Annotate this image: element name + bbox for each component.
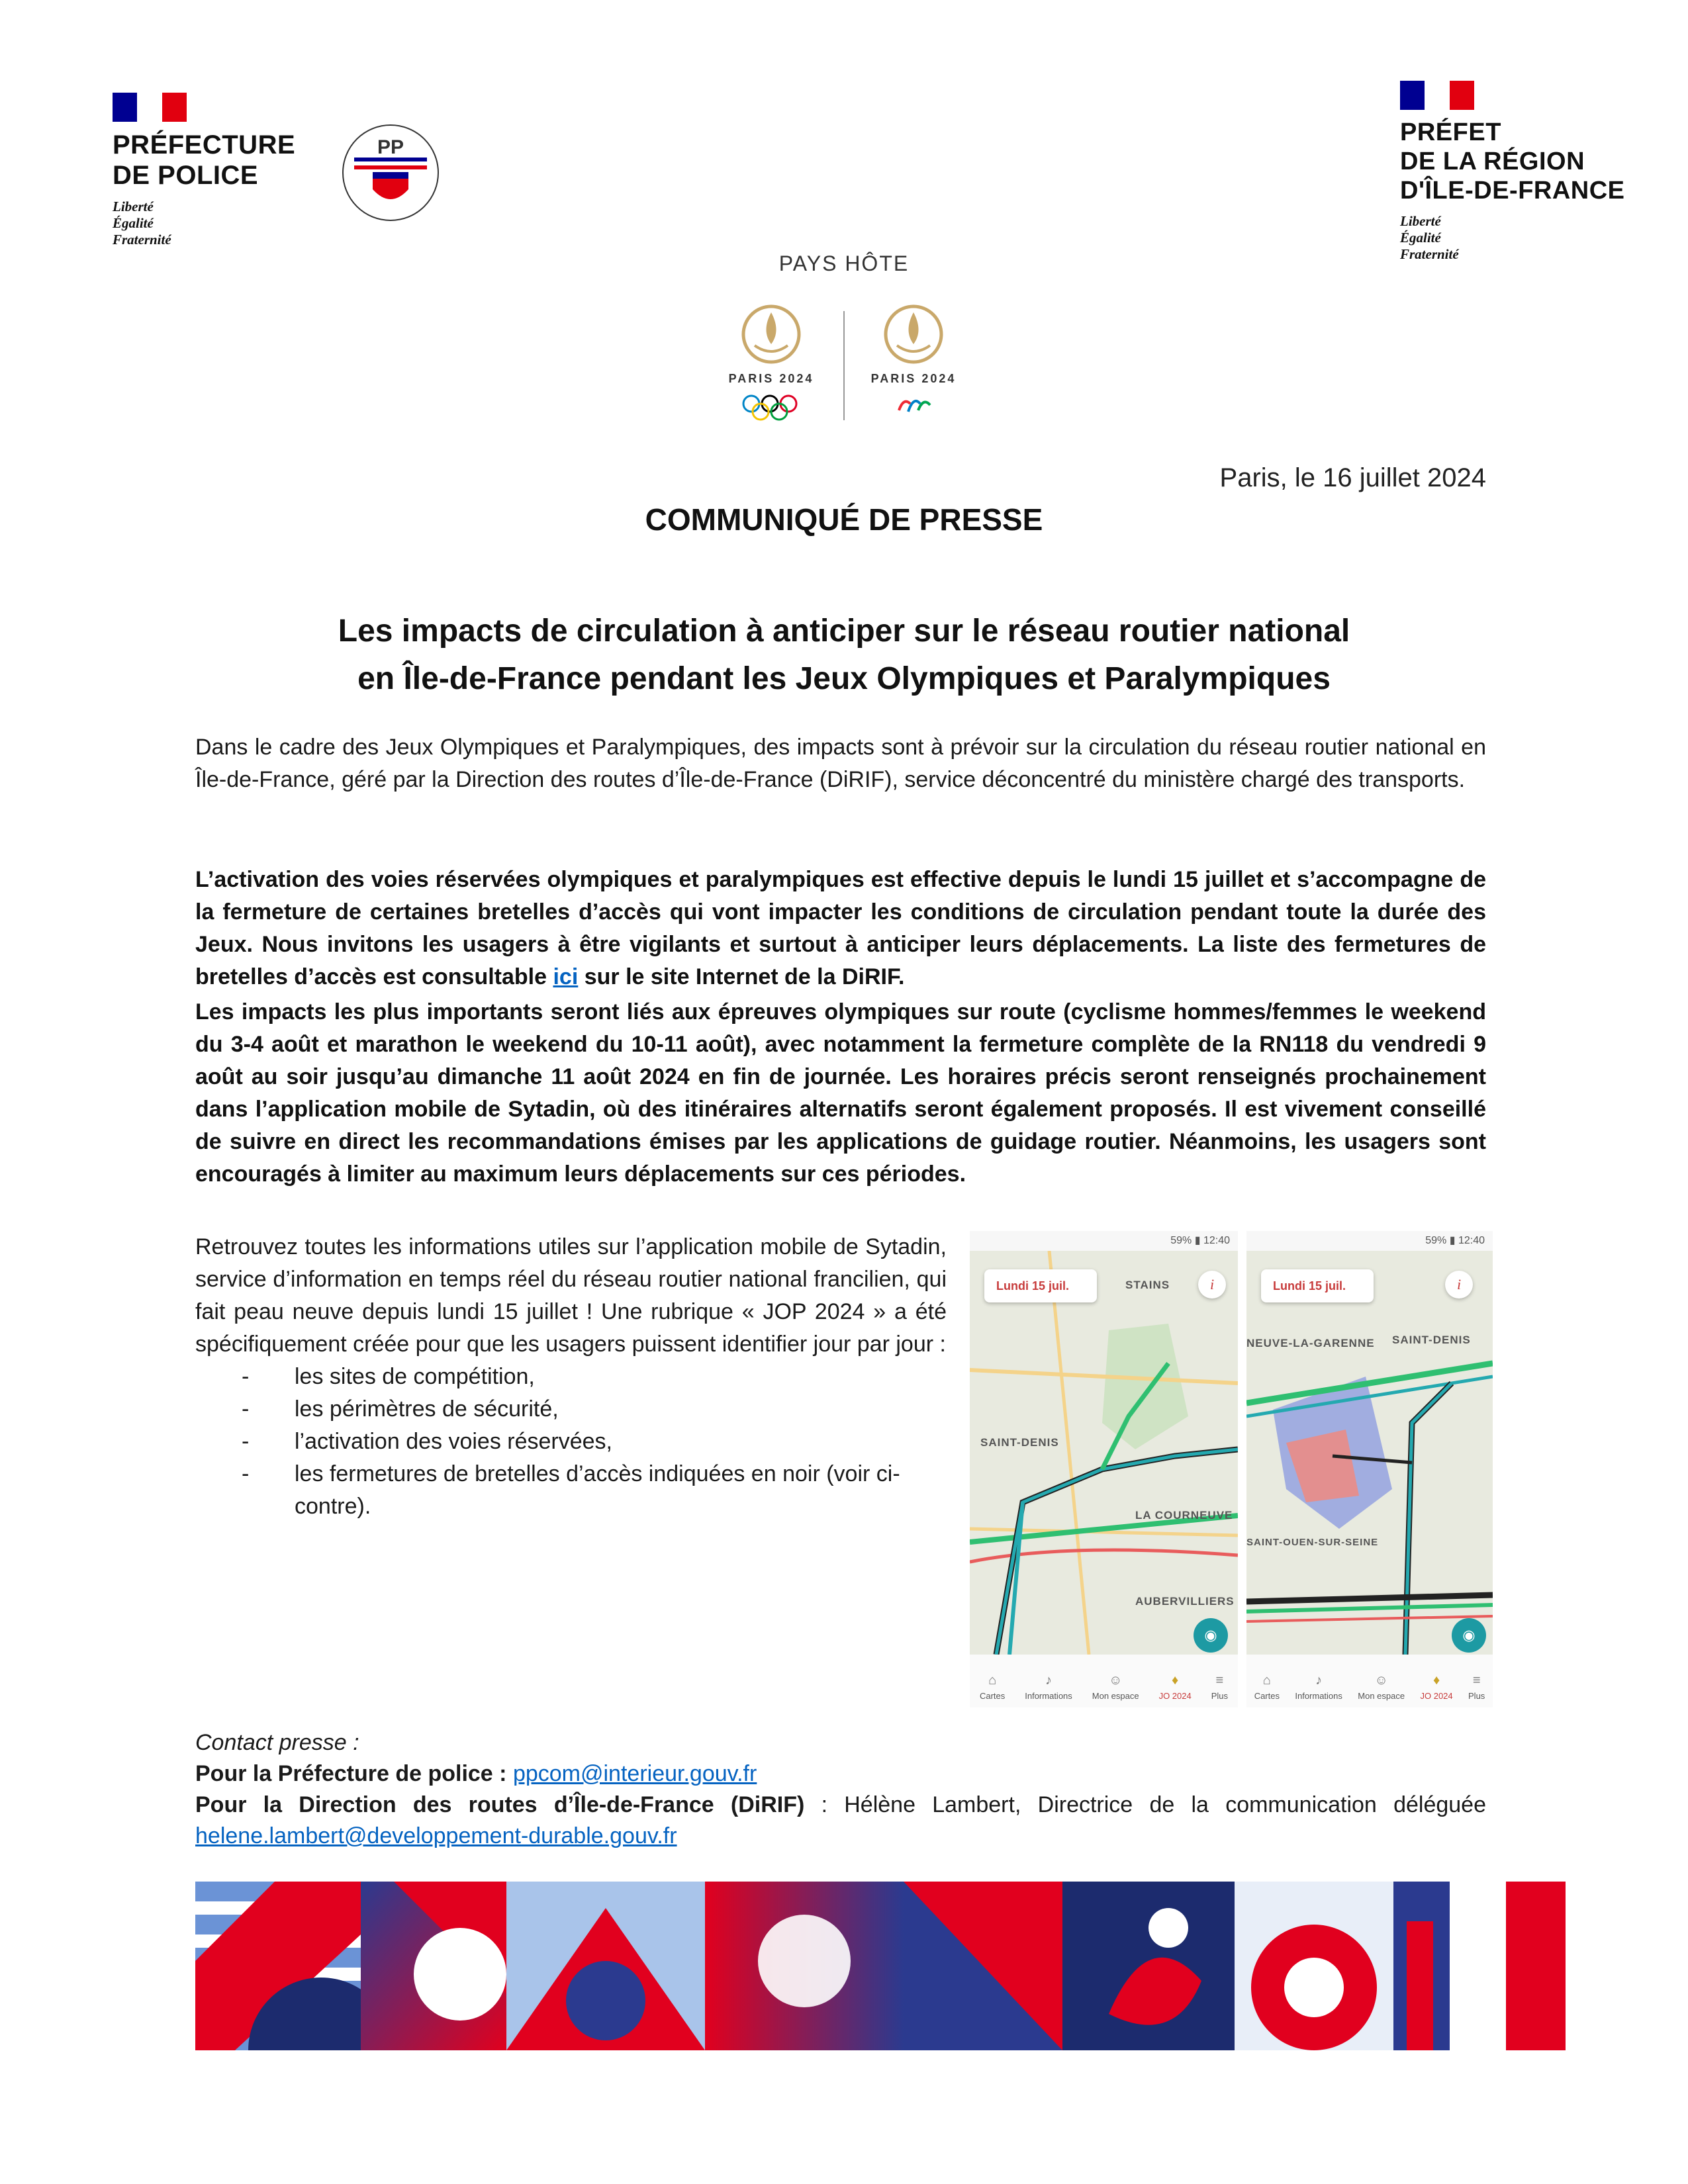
reserved-lanes-paragraph: L’activation des voies réservées olympiques et paralympiques est effective depuis le lundi 15 juillet et s’accompagne de la fermeture de certaines bretelles d’accès qui vont impacter les conditions de circulation pendant toute la durée des Jeux. Nous invitons les usagers à être vigilants et surtout à anticiper leurs déplacements. La liste des fermetures de bretelles d’accès est consultable ici sur le site Internet de la DiRIF. [195,867,1486,989]
date-line: Paris, le 16 juillet 2024 [1219,463,1486,492]
date-selector-chip[interactable]: Lundi 15 juil. [984,1269,1097,1302]
user-icon: ☺ [1374,1673,1388,1688]
list-item: - les sites de compétition, [242,1364,535,1389]
tab-plus[interactable]: ≡ Plus [1468,1673,1485,1701]
map-label-saint-denis: SAINT-DENIS [1392,1334,1471,1346]
paris-2024-olympic-paralympic-logo [702,304,986,424]
contact-pp: Pour la Préfecture de police : ppcom@interieur.gouv.fr [195,1761,757,1786]
republic-motto: Liberté Égalité Fraternité [113,199,171,248]
road-events-paragraph: Les impacts les plus importants seront liés aux épreuves olympiques sur route (cyclisme hommes/femmes le weekend du 3-4 août et marathon le weekend du 10-11 août), avec notamment la fermeture complète de la RN118 du vendredi 9 août au soir jusqu’au dimanche 11 août 2024 en fin de journée. Les horaires précis seront renseignés prochainement dans l’application mobile de Sytadin, où des itinéraires alternatifs seront également proposés. Il est vivement conseillé de suivre en direct les recommandations émises par les applications de guidage routier. Néanmoins, les usagers sont encouragés à limiter au maximum leurs déplacements sur ces périodes. [195,999,1486,1187]
marianne-flag-icon [1400,81,1474,110]
press-release-heading: COMMUNIQUÉ DE PRESSE [645,502,1043,537]
phone-status-bar: 59% ▮ 12:40 [970,1231,1238,1251]
tab-cartes[interactable]: ⌂ Cartes [979,1673,1006,1701]
traffic-map [1246,1251,1493,1655]
olympic-label: PARIS 2024 [728,372,814,385]
menu-icon: ≡ [1472,1673,1481,1688]
map-pin-icon: ⌂ [1262,1673,1271,1688]
olympic-emblem-icon [743,306,799,362]
dirif-list-link[interactable]: ici [553,964,579,989]
institution-name: PRÉFET DE LA RÉGION D'ÎLE-DE-FRANCE [1400,118,1625,205]
main-title: Les impacts de circulation à anticiper sur le réseau routier national en Île-de-France pendant les Jeux Olympiques et Paralympiques [338,614,1350,696]
contact-dirif: Pour la Direction des routes d’Île-de-France (DiRIF) : Hélène Lambert, Directrice de la communication déléguée [195,1792,1486,1817]
map-pin-icon: ⌂ [988,1673,997,1688]
marianne-flag-icon [113,93,187,122]
jop-features-list [195,1361,947,1523]
eye-icon[interactable]: ◉ [1194,1618,1228,1653]
map-label-stains: STAINS [1125,1279,1170,1291]
contact-heading: Contact presse : [195,1730,359,1755]
paralympic-label: PARIS 2024 [870,372,957,385]
eye-icon[interactable]: ◉ [1452,1618,1486,1653]
tab-cartes[interactable]: ⌂ Cartes [1254,1673,1280,1701]
traffic-map [970,1251,1238,1655]
tab-mon-espace[interactable]: ☺ Mon espace [1358,1673,1405,1701]
sytadin-screenshot-1 [970,1231,1238,1707]
agitos-icon [899,401,930,412]
map-roads [1246,1251,1493,1655]
prefecture-police-badge-icon [341,123,440,222]
institution-name: PRÉFECTURE DE POLICE [113,130,296,190]
list-item: - les périmètres de sécurité, [242,1396,559,1422]
map-label-la-courneuve: LA COURNEUVE [1135,1509,1233,1522]
user-icon: ☺ [1108,1673,1123,1688]
tab-informations[interactable]: ♪ Informations [1025,1673,1072,1701]
sytadin-app-paragraph: Retrouvez toutes les informations utiles sur l’application mobile de Sytadin, service d’information en temps réel du réseau routier national francilien, qui fait peau neuve depuis lundi 15 juillet ! Une rubrique « JOP 2024 » a été spécifiquement créée pour que les usagers puissent identifier jour par jour : - les sites de compétition, - les périmètres de sécurité, - l’activation des voies réservées, - les fermetures de bretelles d’accès indiquées en noir (voir ci-contre). [195,1231,947,1523]
prefet-region-logo [1400,81,1625,262]
flame-icon: ♦ [1172,1673,1179,1688]
tab-jo-2024[interactable]: ♦ JO 2024 [1158,1673,1192,1701]
tab-jo-2024[interactable]: ♦ JO 2024 [1420,1673,1453,1701]
flame-icon: ♦ [1432,1673,1440,1688]
host-country-label: PAYS HÔTE [778,251,910,275]
date-selector-chip[interactable]: Lundi 15 juil. [1261,1269,1374,1302]
bottom-tab-bar [1246,1655,1493,1707]
bell-icon: ♪ [1045,1673,1053,1688]
map-roads [970,1251,1238,1655]
tab-informations[interactable]: ♪ Informations [1295,1673,1342,1701]
intro-paragraph: Dans le cadre des Jeux Olympiques et Paralympiques, des impacts sont à prévoir sur la circulation du réseau routier national en Île-de-France, géré par la Direction des routes d’Île-de-France (DiRIF), service déconcentré du ministère chargé des transports. [195,735,1486,792]
paris-2024-decorative-banner [195,1882,1566,2050]
press-contact [195,1727,1486,1852]
dirif-email-link[interactable]: helene.lambert@developpement-durable.gouv.fr [195,1823,677,1848]
map-label-villeneuve: NEUVE-LA-GARENNE [1246,1337,1375,1349]
menu-icon: ≡ [1215,1673,1224,1688]
republic-motto: Liberté Égalité Fraternité [1400,213,1459,262]
bottom-tab-bar [970,1655,1238,1707]
tab-mon-espace[interactable]: ☺ Mon espace [1092,1673,1139,1701]
paralympic-emblem-icon [886,306,941,362]
info-icon[interactable]: i [1198,1271,1226,1298]
map-label-saint-denis: SAINT-DENIS [980,1436,1059,1449]
info-icon[interactable]: i [1445,1271,1473,1298]
pp-email-link[interactable]: ppcom@interieur.gouv.fr [512,1761,757,1786]
olympic-rings-icon [743,396,796,420]
contact-dirif-email [195,1821,1486,1852]
map-label-saint-ouen: SAINT-OUEN-SUR-SEINE [1246,1537,1379,1548]
bell-icon: ♪ [1315,1673,1323,1688]
list-item: - les fermetures de bretelles d’accès indiquées en noir (voir ci-contre). [242,1461,900,1519]
tab-plus[interactable]: ≡ Plus [1211,1673,1228,1701]
prefecture-police-logo [113,93,311,251]
sytadin-screenshot-2 [1246,1231,1493,1707]
map-label-aubervilliers: AUBERVILLIERS [1135,1595,1235,1608]
badge-initials: PP [377,136,404,158]
phone-status-bar: 59% ▮ 12:40 [1246,1231,1493,1251]
list-item: - l’activation des voies réservées, [242,1429,613,1454]
